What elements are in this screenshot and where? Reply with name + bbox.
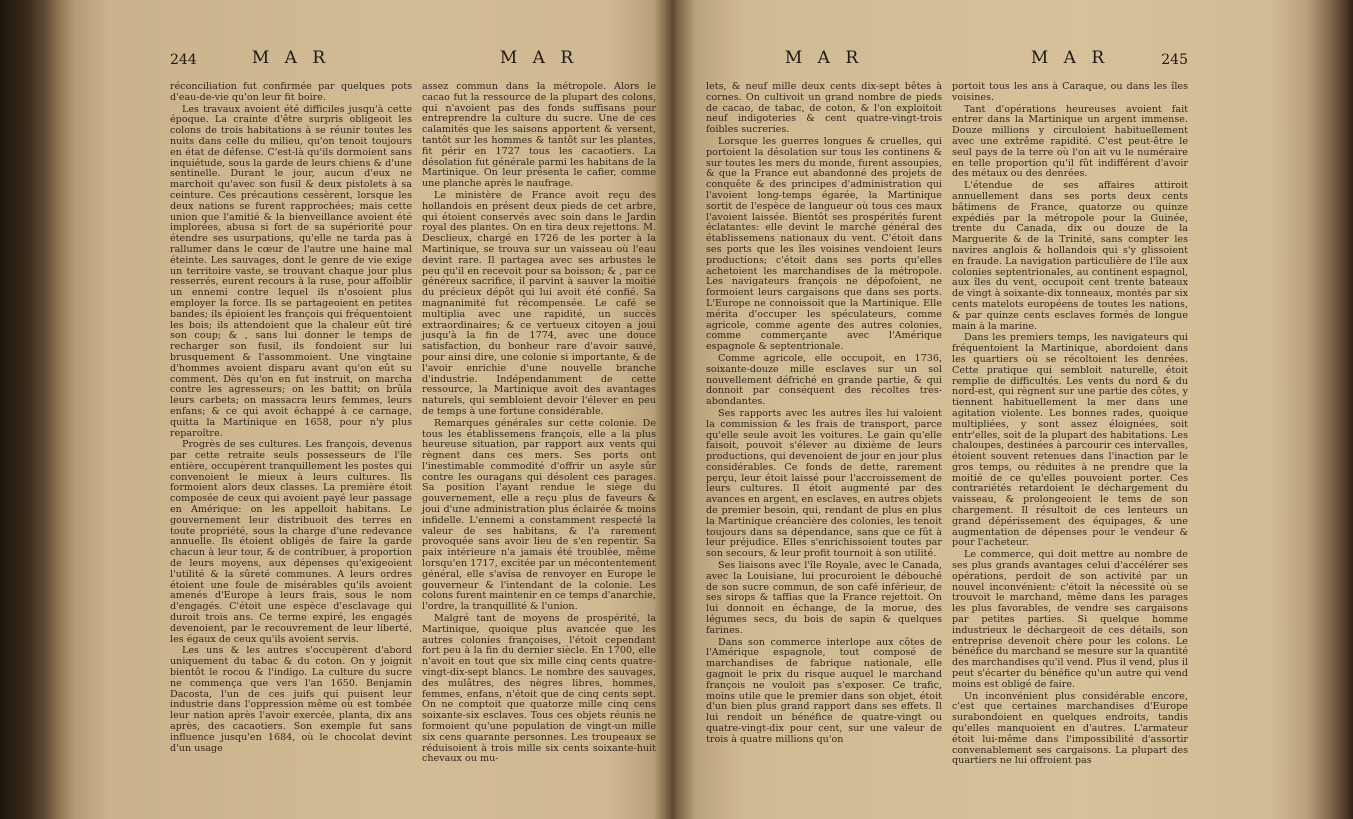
page-header [706, 48, 942, 68]
paragraph: Lorsque les guerres longues & cruelles, qui portoient la désolation sur tous les continens & sur toutes les mers du monde, furent assoupies, & que la France eut abandonné des projets de conquête & des principes d'administration qui l'avoient long-temps égarée, la Martinique sortit de l'espèce de langueur où tous ces maux l'avoient laissée. Bientôt ses prospérités furent éclatantes: elle devint le marché général des établissemens nationaux du vent. C'étoit dans ses ports que les îles voisines vendoient leurs productions; c'étoit dans ses ports qu'elles achetoient les marchandises de la métropole. Les navigateurs françois ne dépofoient, ne formoient leurs cargaisons que dans ses ports. L'Europe ne connoissoit que la Martinique. Elle mérita d'occuper les spéculateurs, comme agricole, comme agente des autres colonies, comme commerçante avec l'Amérique espagnole & septentrionale. [706, 135, 942, 353]
paragraph: Comme agricole, elle occupoit, en 1736, soixante-douze mille esclaves sur un sol nouvellement défriché en grande partie, & qui donnoit par conséquent des récoltes très-abondantes. [706, 352, 942, 408]
paragraph: L'étendue de ses affaires attiroit annuellement dans ses ports deux cents bâtimens de France, quatorze ou quinze expédiés par la métropole pour la Guinée, trente du Canada, dix ou douze de la Marguerite & de la Trinité, sans compter les navires anglois & hollandois qui s'y glissoient en fraude. La navigation particulière de l'île aux colonies septentrionales, au continent espagnol, aux îles du vent, occupoit cent trente bateaux de vingt à soixante-dix tonneaux, montés par six cents matelots européens de toutes les nations, & par quinze cents esclaves formés de longue main à la marine. [952, 180, 1188, 332]
paragraph: Dans les premiers temps, les navigateurs qui fréquentoient la Martinique, abordoient dans les quartiers où se récoltoient les denrées. Cette pratique qui sembloit naturelle, étoit remplie de difficultés. Les vents du nord & du nord-est, qui règnent sur une partie des côtes, y tiennent habituellement la mer dans une agitation violente. Les bonnes rades, quoique multipliées, y sont assez éloignées, soit entr'elles, soit de la plupart des habitations. Les chaloupes, destinées à parcourir ces intervalles, étoient souvent retenues dans l'inaction par le gros temps, ou réduites à ne prendre que la moitié de ce qu'elles pouvoient porter. Ces contrariétés retardoient le déchargement du vaisseau, & prolongeoient le tems de son chargement. Il résultoit de ces lenteurs un grand dépérissement des équipages, & une augmentation de dépenses pour le vendeur & pour l'acheteur. [952, 332, 1188, 549]
paragraph: Tant d'opérations heureuses avoient fait entrer dans la Martinique un argent immense. Douze millions y circuloient habituellement avec une extrême rapidité. C'est peut-être le seul pays de la terre où l'on ait vu le numéraire en telle proportion qu'il fût indifférent d'avoir des métaux ou des denrées. [952, 103, 1188, 180]
text-column [706, 82, 942, 747]
page-number: 245 [1161, 52, 1188, 68]
paragraph: lets, & neuf mille deux cents dix-sept bêtes à cornes. On cultivoit un grand nombre de pieds de cacao, de tabac, de coton, & l'on exploitoit neuf indigoteries & cent quatre-vingt-trois foibles sucreries. [706, 81, 942, 136]
paragraph: Les travaux avoient été difficiles jusqu'à cette époque. La crainte d'être surpris obligeoit les colons de trois habitations à se réunir toutes les nuits dans celle du milieu, qu'on tenoit toujours en état de défense. C'est-là qu'ils dormoient sans inquiétude, sous la garde de leurs chiens & d'une sentinelle. Durant le jour, aucun d'eux ne marchoit qu'avec son fusil & deux pistolets à sa ceinture. Ces précautions cessèrent, lorsque les deux nations se furent rapprochées; mais cette union que l'amitié & la bienveillance avoient été implorées, abusa si fort de sa supériorité pour étendre ses usurpations, qu'elle ne tarda pas à rallumer dans le cœur de l'autre une haine mal éteinte. Les sauvages, dont le genre de vie exige un territoire vaste, se trouvant chaque jour plus resserrés, eurent recours à la ruse, pour affoiblir un ennemi contre lequel ils n'osoient plus employer la force. Ils se partageoient en petites bandes; ils épioient les françois qui fréquentoient les bois; ils attendoient que la chaleur eût tiré son coup; & , sans lui donner le temps de recharger son fusil, ils fondoient sur lui brusquement & l'assommoient. Une vingtaine d'hommes avoient disparu avant qu'on eût su comment. Dès qu'on en fut instruit, on marcha contre les agresseurs; on les battit; on brûla leurs carbets; on massacra leurs femmes, leurs enfans; & ce qui avoit échappé à ce carnage, quitta la Martinique en 1658, pour n'y plus reparoître. [170, 103, 412, 439]
paragraph: Un inconvénient plus considérable encore, c'est que certaines marchandises d'Europe surabondoient en quelques endroits, tandis qu'elles manquoient en d'autres. L'armateur étoit lui-même dans l'impossibilité d'assortir convenablement ses cargaisons. La plupart des quartiers ne lui offroient pas [952, 690, 1188, 767]
paragraph: Dans son commerce interlope aux côtes de l'Amérique espagnole, tout composé de marchandises de fabrique nationale, elle gagnoit le prix du risque auquel le marchand françois ne vouloit pas s'exposer. Ce trafic, moins utile que le premier dans son objet, étoit d'un bien plus grand rapport dans ses effets. Il lui rendoit un bénéfice de quatre-vingt ou quatre-vingt-dix pour cent, sur une valeur de trois à quatre millions qu'on [706, 636, 942, 745]
running-head: M A R [1030, 48, 1110, 68]
paragraph: Malgré tant de moyens de prospérité, la Martinique, quoique plus avancée que les autres colonies françoises, l'étoit cependant fort peu à la fin du dernier siècle. En 1700, elle n'avoit en tout que six mille cinq cents quatre-vingt-dix-sept blancs. Le nombre des sauvages, des mulâtres, des nègres libres, hommes, femmes, enfans, n'étoit que de cinq cents sept. On ne comptoit que quatorze mille cinq cens soixante-six esclaves. Tous ces objets réunis ne formoient qu'une population de vingt-un mille six cens quarante personnes. Les troupeaux se réduisoient à trois mille six cents soixante-huit chevaux ou mu- [422, 613, 656, 765]
running-head: M A R [499, 48, 579, 68]
page-number: 244 [170, 52, 197, 68]
text-column [952, 82, 1188, 768]
paragraph: Le commerce, qui doit mettre au nombre de ses plus grands avantages celui d'accélérer ses opérations, perdoit de son activité par un nouvel inconvénient: c'étoit la nécessité où se trouvoit le marchand, même dans les parages les plus favorables, de vendre ses cargaisons par petites parties. Si quelque homme industrieux le déchargeoit de ces détails, son entreprise devenoit chère pour les colons. Le bénéfice du marchand se mesure sur la quantité des marchandises qu'il vend. Plus il vend, plus il peut s'écarter du bénéfice qu'un autre qui vend moins est obligé de faire. [952, 549, 1188, 690]
paragraph: Remarques générales sur cette colonie. De tous les établissemens françois, elle a la plus heureuse situation, par rapport aux vents qui règnent dans ces mers. Ses ports ont l'inestimable commodité d'offrir un asyle sûr contre les ouragans qui désolent ces parages. Sa position l'ayant rendue le siège du gouvernement, elle a reçu plus de faveurs & joui d'une administration plus éclairée & moins infidelle. L'ennemi a constamment respecté la valeur de ses habitans, & l'a rarement provoquée sans avoir lieu de s'en repentir. Sa paix intérieure n'a jamais été troublée, même lorsqu'en 1717, excitée par un mécontentement général, elle s'avisa de renvoyer en Europe le gouverneur & l'intendant de la colonie. Les colons furent maintenir en ce temps d'anarchie, l'ordre, la tranquillité & l'union. [422, 417, 656, 613]
text-column [422, 82, 656, 766]
page-header [170, 48, 412, 68]
paragraph: portoit tous les ans à Caraque, ou dans les îles voisines. [952, 81, 1188, 103]
paragraph: assez commun dans la métropole. Alors le cacao fut la ressource de la plupart des colons, qui n'avoient pas des fonds suffisans pour entreprendre la culture du sucre. Une de ces calamités que les saisons apportent & versent, tantôt sur les hommes & tantôt sur les plantes, fit périr en 1727 tous les cacaotiers. La désolation fut générale parmi les habitans de la Martinique. On leur présenta le cafier, comme une planche après le naufrage. [422, 81, 656, 190]
paragraph: Ses rapports avec les autres îles lui valoient la commission & les frais de transport, parce qu'elle seule avoit les voitures. Le gain qu'elle faisoit, pouvoit s'élever au dixième de leurs productions, qui devenoient de jour en jour plus considérables. Ce fonds de dette, rarement perçu, leur étoit laissé pour l'accroissement de leurs cultures. Il étoit augmenté par des avances en argent, en esclaves, en autres objets de premier besoin, qui, rendant de plus en plus la Martinique créancière des colonies, les tenoit toujours dans sa dépendance, sans que ce fût à leur préjudice. Elles s'enrichissoient toutes par son secours, & leur profit tournoit à son utilité. [706, 407, 942, 560]
paragraph: Le ministère de France avoit reçu des hollandois en présent deux pieds de cet arbre, qui étoient conservés avec soin dans le Jardin royal des plantes. On en tira deux rejettons. M. Desclieux, chargé en 1726 de les porter à la Martinique, se trouva sur un vaisseau où l'eau devint rare. Il partagea avec ses arbustes le peu qu'il en recevoit pour sa boisson; & , par ce généreux sacrifice, il parvint à sauver la moitié du précieux dépôt qui lui avoit été confié. Sa magnanimité fut récompensée. Le café se multiplia avec une rapidité, un succès extraordinaires; & ce vertueux citoyen a joui jusqu'à la fin de 1774, avec une douce satisfaction, du bonheur rare d'avoir sauvé, pour ainsi dire, une colonie si importante, & de l'avoir enrichie d'une nouvelle branche d'industrie. Indépendamment de cette ressource, la Martinique avoit des avantages naturels, qui sembloient devoir l'élever en peu de temps à une fortune considérable. [422, 189, 656, 417]
page-header [422, 48, 656, 68]
running-head: M A R [784, 48, 864, 68]
text-column [170, 82, 412, 755]
running-head: M A R [251, 48, 331, 68]
paragraph: réconciliation fut confirmée par quelques pots d'eau-de-vie qu'on leur fit boire. [170, 81, 412, 103]
paragraph: Les uns & les autres s'occupèrent d'abord uniquement du tabac & du coton. On y joignit bientôt le rocou & l'indigo. La culture du sucre ne commença que vers l'an 1650. Benjamin Dacosta, l'un de ces juifs qui puisent leur industrie dans l'oppression même où est tombée leur nation après l'avoir exercée, planta, dix ans après, des cacaotiers. Son exemple fut sans influence jusqu'en 1684, où le chocolat devint d'un usage [170, 645, 412, 754]
paragraph: Progrès de ses cultures. Les françois, devenus par cette retraite seuls possesseurs de l'île entière, occupèrent tranquillement les postes qui convenoient le mieux à leurs cultures. Ils formoient alors deux classes. La première étoit composée de ceux qui avoient payé leur passage en Amérique: on les appelloit habitans. Le gouvernement leur distribuoit des terres en toute propriété, sous la charge d'une redevance annuelle. Ils étoient obligés de faire la garde chacun à leur tour, & de contribuer, à proportion de leurs moyens, aux dépenses qu'exigeoient l'utilité & la sûreté communes. A leurs ordres étoient une foule de misérables qu'ils avoient amenés d'Europe à leurs frais, sous le nom d'engagés. C'étoit une espèce d'esclavage qui duroit trois ans. Ce terme expiré, les engagés devenoient, par le recouvrement de leur liberté, les égaux de ceux qu'ils avoient servis. [170, 439, 412, 645]
page-header [952, 48, 1188, 68]
paragraph: Ses liaisons avec l'île Royale, avec le Canada, avec la Louisiane, lui procuroient le débouché de son sucre commun, de son café inférieur, de ses sirops & taffias que la France rejettoit. On lui donnoit en échange, de la morue, des légumes secs, du bois de sapin & quelques farines. [706, 560, 942, 636]
